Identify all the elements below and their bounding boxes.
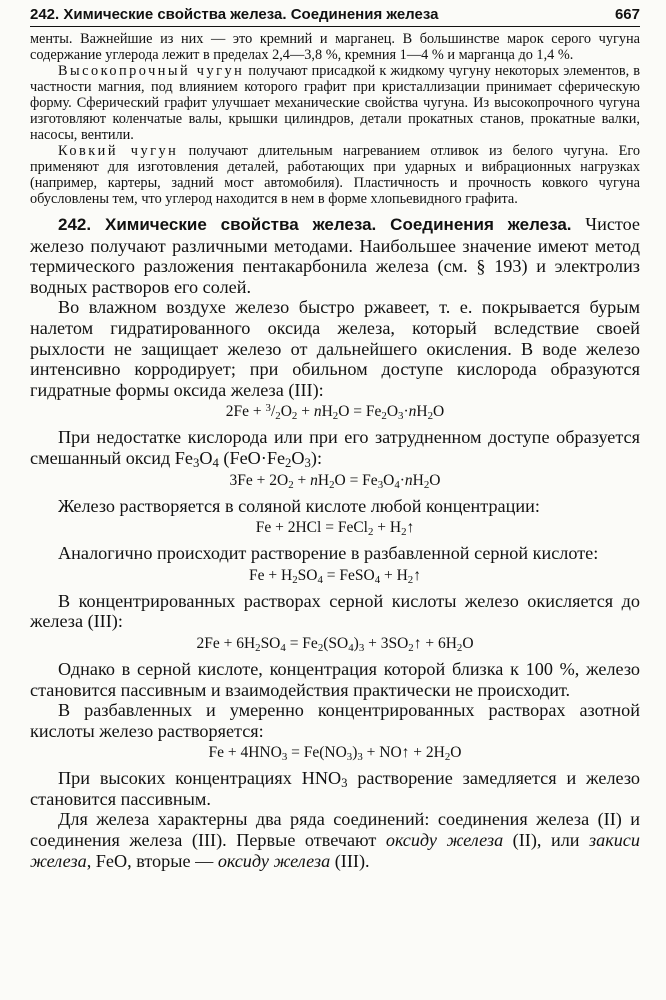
- paragraph-rusting: Во влажном воздухе железо быстро ржавеет, т. е. покрывается бурым налетом гидратированного оксида железа, который вследствие своей рыхлости не защищает железо от дальнейшего окисления. В воде железо интенсивно корродирует; при обильном доступе кислорода образуются гидратные формы оксида железа (III):: [30, 297, 640, 400]
- paragraph-passivation: Однако в серной кислоте, концентрация которой близка к 100 %, железо становится пассивным и взаимодействия практически не происходит.: [30, 658, 640, 700]
- paragraph-conc-sulfuric: В концентрированных растворах серной кислоты железо окисляется до железа (III):: [30, 590, 640, 632]
- term-malleable-iron: Ковкий чугун: [58, 143, 179, 159]
- paragraph-nitric: В разбавленных и умеренно концентрированных растворах азотной кислоты железо растворяется:: [30, 700, 640, 741]
- equation-5: $2Fe + 6H_2SO_4 = Fe_2(SO_4)_3$ + $3SO_2↑ + 6H_2O$: [196, 634, 474, 654]
- section-heading: 242. Химические свойства железа. Соединения железа.: [58, 215, 572, 234]
- paragraph-hcl: Железо растворяется в соляной кислоте любой концентрации:: [58, 495, 540, 516]
- equation-1: $2Fe + ^3/_2O_2 + nH_2O = Fe_2O_3\cdot nH_2O$: [225, 402, 445, 423]
- page-number: 667: [614, 6, 640, 23]
- paragraph-text: Чистое железо получают различными методами. Наибольшее значение имеют метод термического разложения пентакарбонила железа (см. § 193) и электролиз водных растворов его солей.: [30, 214, 640, 297]
- small-print-block: [30, 31, 640, 207]
- equation-6: $Fe + 4HNO_3 = Fe(NO_3)_3$ + NO↑ + $2H_2O$: [208, 744, 462, 764]
- running-header: [30, 6, 640, 27]
- paragraph-gray-iron: менты. Важнейшие из них — это кремний и марганец. В большинстве марок серого чугуна содержание углерода лежит в пределах 2,4—3,8 %, кремния 1—4 % и марганца до 1,4 %.: [30, 31, 640, 63]
- equation-3: Fe + 2HCl = FeCl$_2$ + $H_2↑$: [255, 519, 415, 539]
- paragraph-compounds: Для железа характерны два ряда соединений: соединения железа (II) и соединения железа (III). Первые отвечают оксиду железа (II), или закиси железа, FeO, вторые — оксиду железа (III).: [30, 809, 640, 871]
- paragraph-malleable-iron: [30, 143, 640, 207]
- paragraph-text: получают длительным нагреванием отливок из белого чугуна. Его применяют для изготовления деталей, работающих при ударных и вибрационных нагрузках (например, картеры, задний мост автомобиля). Пластичность и прочность ковкого чугуна обусловлены тем, что углерод находится в нем в форме хлопьевидного графита.: [30, 143, 640, 207]
- main-text-block: [30, 214, 640, 871]
- paragraph-high-strength-iron: [30, 63, 640, 143]
- term-high-strength-iron: Высокопрочный чугун: [58, 63, 245, 79]
- paragraph-text: получают присадкой к жидкому чугуну некоторых элементов, в частности магния, под влиянием которого графит при кристаллизации принимает сферическую форму. Сферический графит улучшает механические свойства чугуна. Из высокопрочного чугуна изготовляют коленчатые валы, крышки цилиндров, детали прокатных станов, прокатные валки, насосы, вентили.: [30, 63, 640, 143]
- equation-4: $Fe + H_2SO_4$ = FeSO$_4$ + $H_2↑$: [249, 566, 421, 586]
- equation-2: $3Fe + 2O_2 + nH_2O = Fe_3O_4\cdot nH_2O$: [229, 471, 441, 491]
- paragraph-lack-oxygen: При недостатке кислорода или при его затрудненном доступе образуется смешанный оксид $Fe_3O_4$ $(FeO\cdot Fe_2O_3)$:: [30, 427, 640, 470]
- paragraph-dilute-sulfuric: Аналогично происходит растворение в разбавленной серной кислоте:: [58, 543, 599, 564]
- paragraph-hno3-passive: При высоких концентрациях $HNO_3$ растворение замедляется и железо становится пассивным.: [30, 768, 640, 809]
- header-title: 242. Химические свойства железа. Соединения железа: [30, 6, 439, 23]
- section-intro: [30, 214, 640, 297]
